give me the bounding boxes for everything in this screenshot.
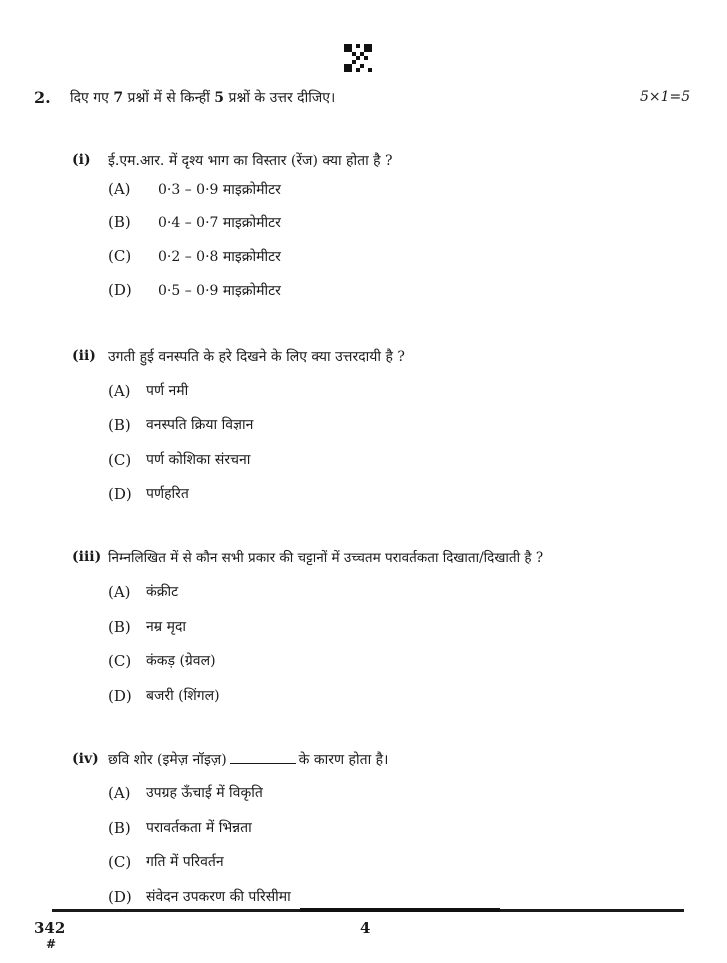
option-label: (C) xyxy=(108,451,132,469)
option-text: पर्ण कोशिका संरचना xyxy=(146,452,251,468)
option-text: वनस्पति क्रिया विज्ञान xyxy=(146,417,254,433)
option-label: (A) xyxy=(108,784,131,802)
option-label: (A) xyxy=(108,583,131,601)
option-text: 0·2 – 0·8 माइक्रोमीटर xyxy=(158,249,281,265)
option-text: संवेदन उपकरण की परिसीमा xyxy=(146,889,291,905)
option-label: (B) xyxy=(108,819,131,837)
option-label: (D) xyxy=(108,888,132,906)
option-text: बजरी (शिंगल) xyxy=(146,688,220,704)
option-text: कंक्रीट xyxy=(146,584,179,600)
option-text: नम्र मृदा xyxy=(146,619,187,635)
option-label: (A) xyxy=(108,180,131,198)
subquestion-label: (iv) xyxy=(72,751,99,767)
page-number: 4 xyxy=(360,919,371,937)
footer-divider-thick xyxy=(300,908,500,912)
option-text: गति में परिवर्तन xyxy=(146,854,224,870)
subquestion-label: (iii) xyxy=(72,549,102,565)
option-label: (B) xyxy=(108,618,131,636)
option-label: (B) xyxy=(108,416,131,434)
subquestion-label: (i) xyxy=(72,152,91,168)
subquestion-text: निम्नलिखित में से कौन सभी प्रकार की चट्टानों में उच्चतम परावर्तकता दिखाता/दिखाती है ? xyxy=(108,550,544,566)
option-label: (C) xyxy=(108,652,132,670)
paper-code-hash: # xyxy=(46,937,57,951)
option-text: 0·5 – 0·9 माइक्रोमीटर xyxy=(158,283,281,299)
marks-allocation: 5×1=5 xyxy=(640,89,691,105)
option-label: (D) xyxy=(108,485,132,503)
subquestion-text: ई.एम.आर. में दृश्य भाग का विस्तार (रेंज) क्या होता है ? xyxy=(108,153,393,169)
option-text: 0·4 – 0·7 माइक्रोमीटर xyxy=(158,215,281,231)
question-number: 2. xyxy=(34,88,51,107)
option-text: परावर्तकता में भिन्नता xyxy=(146,820,252,836)
qr-code-icon xyxy=(344,44,372,72)
option-text: 0·3 – 0·9 माइक्रोमीटर xyxy=(158,182,281,198)
option-label: (B) xyxy=(108,213,131,231)
subquestion-text: छवि शोर (इमेज़ नॉइज़) के कारण होता है। xyxy=(108,752,389,768)
option-label: (A) xyxy=(108,382,131,400)
option-text: कंकड़ (ग्रेवल) xyxy=(146,653,216,669)
option-label: (D) xyxy=(108,281,132,299)
option-label: (D) xyxy=(108,687,132,705)
answer-blank xyxy=(230,763,296,764)
subquestion-text: उगती हुई वनस्पति के हरे दिखने के लिए क्या उत्तरदायी है ? xyxy=(108,349,405,365)
question-instruction: दिए गए 7 प्रश्नों में से किन्हीं 5 प्रश्नों के उत्तर दीजिए। xyxy=(70,90,336,106)
subquestion-label: (ii) xyxy=(72,348,96,364)
option-text: पर्ण नमी xyxy=(146,383,189,399)
option-label: (C) xyxy=(108,247,132,265)
option-text: पर्णहरित xyxy=(146,486,189,502)
paper-code: 342 xyxy=(34,919,66,937)
option-text: उपग्रह ऊँचाई में विकृति xyxy=(146,785,263,801)
option-label: (C) xyxy=(108,853,132,871)
